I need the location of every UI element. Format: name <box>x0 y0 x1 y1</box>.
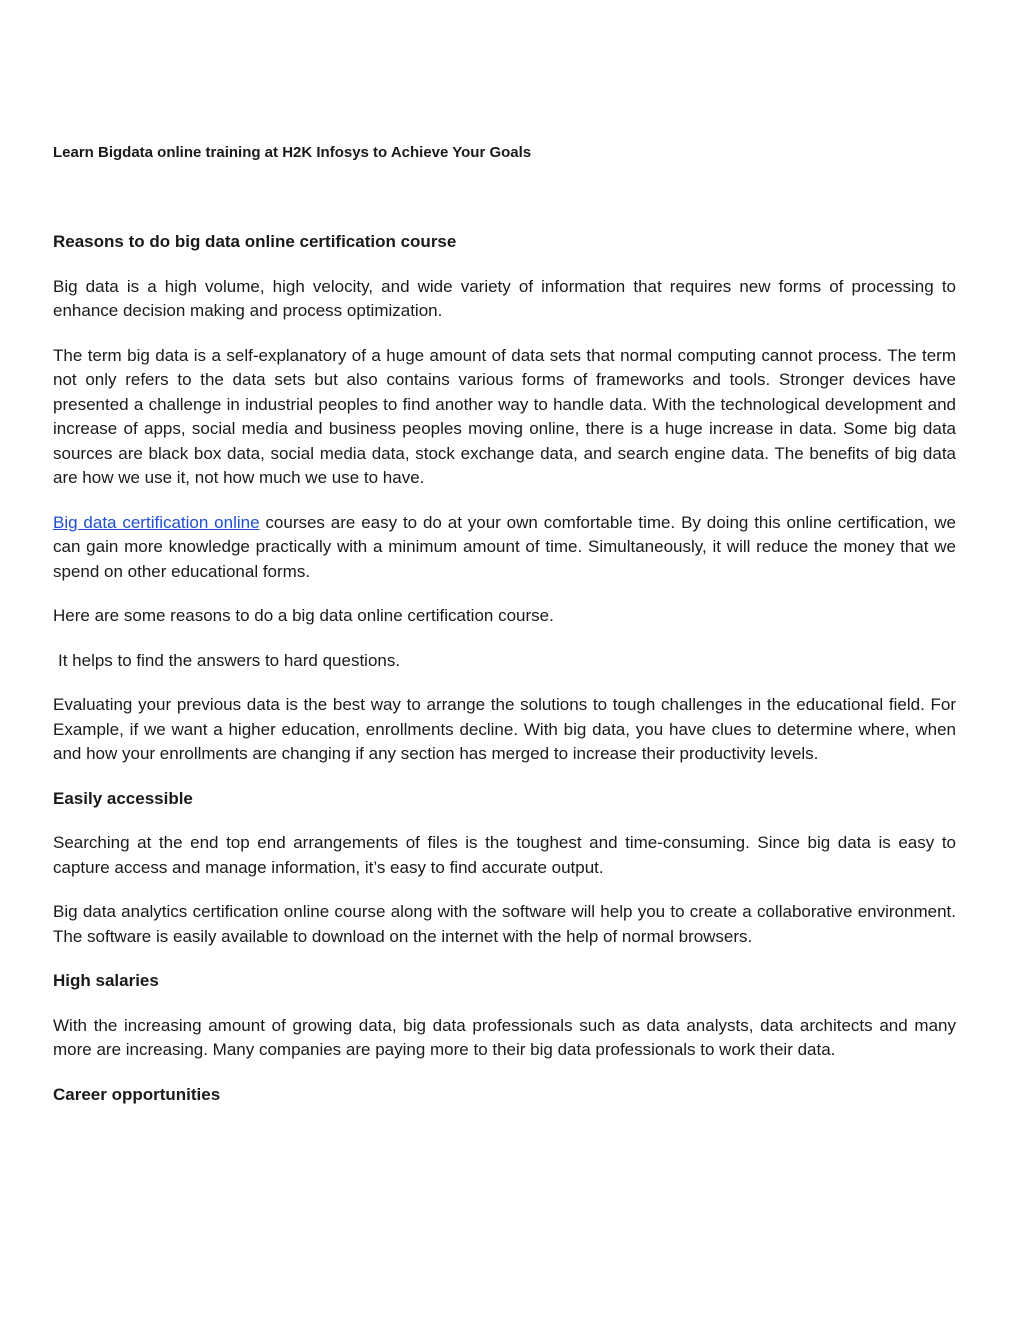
spacer <box>53 629 956 649</box>
paragraph-analytics: Big data analytics certification online course along with the software will help you to create a collaborative environment. The software is easily available to download on the internet with the help of normal browsers. <box>53 902 956 946</box>
paragraph-reasons-intro: Here are some reasons to do a big data online certification course. <box>53 606 554 625</box>
section-heading-salaries: High salaries <box>53 971 159 990</box>
paragraph-evaluating: Evaluating your previous data is the best way to arrange the solutions to tough challenges in the educational field. For Example, if we want a higher education, enrollments decline. With big data, you have clues to determine where, when and how your enrollments are changing if any section has merged to increase their productivity levels. <box>53 695 956 763</box>
spacer <box>53 584 956 604</box>
paragraph-searching: Searching at the end top end arrangements of files is the toughest and time-consuming. Since big data is easy to capture access and manage information, it’s easy to find accurate output. <box>53 833 956 877</box>
spacer <box>53 994 956 1014</box>
spacer <box>53 164 956 230</box>
spacer <box>53 949 956 969</box>
paragraph-certification <box>53 511 956 585</box>
spacer <box>53 767 956 787</box>
spacer <box>53 673 956 693</box>
spacer <box>53 1063 956 1083</box>
spacer <box>53 880 956 900</box>
spacer <box>53 811 956 831</box>
spacer <box>53 491 956 511</box>
section-heading-career: Career opportunities <box>53 1084 221 1104</box>
spacer <box>53 255 956 275</box>
paragraph-salaries: With the increasing amount of growing data, big data professionals such as data analysts, data architects and many more are increasing. Many companies are paying more to their big data professionals to work their data. <box>53 1015 956 1059</box>
document-title: Learn Bigdata online training at H2K Infosys to Achieve Your Goals <box>53 144 532 161</box>
section-heading-accessible: Easily accessible <box>53 788 193 808</box>
paragraph-hard-questions: It helps to find the answers to hard questions. <box>58 650 401 670</box>
paragraph-definition: Big data is a high volume, high velocity, and wide variety of information that requires new forms of processing to enhance decision making and process optimization. <box>53 276 956 320</box>
paragraph-certification-text: courses are easy to do at your own comfortable time. By doing this online certification, we can gain more knowledge practically with a minimum amount of time. Simultaneously, it will reduce the money that we spend on other educational forms. <box>53 512 956 581</box>
section-heading-reasons: Reasons to do big data online certification course <box>53 232 457 251</box>
certification-link[interactable]: Big data certification online <box>53 512 260 532</box>
paragraph-term: The term big data is a self-explanatory of a huge amount of data sets that normal computing cannot process. The term not only refers to the data sets but also contains various forms of frameworks and tools. Stronger devices have presented a challenge in industrial peoples to find another way to handle data. With the technological development and increase of apps, social media and business peoples moving online, there is a huge increase in data. Some big data sources are black box data, social media data, stock exchange data, and search engine data. The benefits of big data are how we use it, not how much we use to have. <box>53 345 956 487</box>
spacer <box>53 324 956 344</box>
document-body <box>53 142 956 1107</box>
